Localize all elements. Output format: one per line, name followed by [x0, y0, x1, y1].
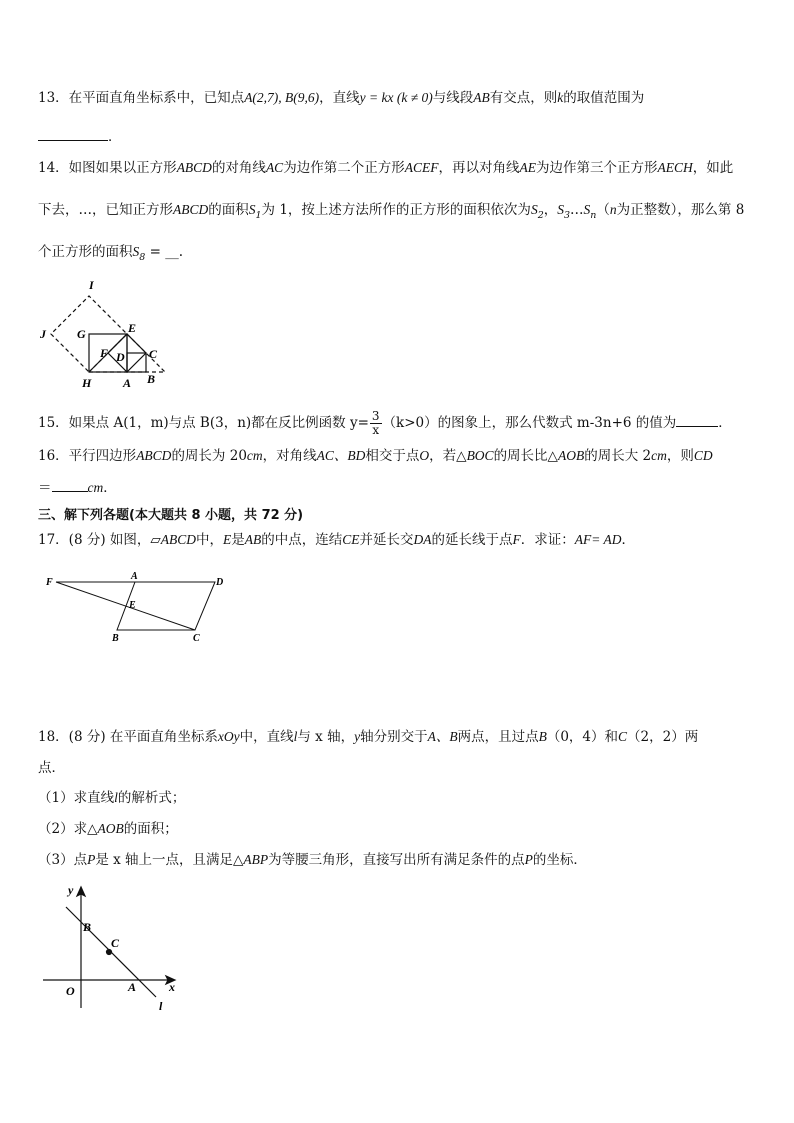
q18-line2: 点．	[38, 760, 65, 776]
label-D: D	[116, 350, 125, 364]
label-D: D	[216, 577, 224, 588]
q16-text: ，对角线	[262, 448, 317, 464]
q16-var: AC、BD	[316, 448, 366, 463]
q14-var: S	[132, 244, 140, 259]
q17-end: ．	[621, 532, 636, 548]
q18-text: 18．(8 分) 在平面直角坐标系	[38, 729, 218, 745]
label-y: y	[68, 883, 74, 897]
q14-text: 14．如图如果以正方形	[38, 160, 177, 176]
q14-text: 为边作第三个正方形	[535, 160, 658, 176]
answer-blank[interactable]	[676, 412, 718, 427]
q18-var: P	[524, 852, 533, 867]
q14-text: ，再以对角线	[438, 160, 520, 176]
q16-text: 的周长大 2	[584, 448, 652, 464]
label-F: F	[100, 346, 109, 360]
q13-text: 的取值范围为	[563, 90, 645, 106]
q18-text: 的解析式；	[117, 790, 186, 806]
q16-unit: cm	[246, 448, 263, 463]
q14-text: 为 1，按上述方法所作的正方形的面积依次为	[261, 202, 531, 218]
q15-end: ．	[718, 415, 732, 431]
q15-text: 15．如果点 A(1，m)与点 B(3，n)都在反比例函数 y=	[38, 415, 369, 431]
q14-var: AE	[519, 160, 536, 175]
q15-line	[38, 410, 732, 437]
q16-text: 16．平行四边形	[38, 448, 137, 464]
q14-line1	[38, 158, 733, 178]
q16-var: BOC	[466, 448, 494, 463]
q14-text: （	[596, 202, 610, 218]
label-C: C	[111, 936, 120, 950]
q17-text: 的中点，连结	[261, 532, 343, 548]
q16-line2	[38, 477, 117, 498]
q18-text: 的面积；	[123, 821, 178, 837]
q14-var: S	[248, 202, 256, 217]
q17-var: CE	[342, 532, 360, 547]
q18-part2	[38, 819, 178, 839]
q14-text: 个正方形的面积	[38, 244, 133, 260]
q18-var: y	[354, 729, 361, 744]
q14-text: 的面积	[208, 202, 249, 218]
q16-text: 相交于点	[365, 448, 420, 464]
q14-text: 为边作第二个正方形	[283, 160, 405, 176]
q18-text: 轴分别交于	[360, 729, 428, 745]
q13-points: A(2,7), B(9,6)	[244, 90, 320, 105]
q18-var: xOy	[217, 729, 240, 744]
q17-text: ．求证：	[520, 532, 575, 548]
q17-var: ABCD	[160, 532, 197, 547]
q13-end: ．	[108, 129, 122, 145]
label-A: A	[123, 376, 132, 390]
q17-conclusion: AF= AD	[574, 532, 622, 547]
label-A: A	[128, 980, 137, 994]
q18-var: l	[114, 790, 118, 805]
q14-sub: 3	[563, 210, 571, 221]
label-I: I	[89, 278, 94, 292]
q18-text: 与 x 轴，	[297, 729, 355, 745]
q16-var: ABCD	[136, 448, 172, 463]
label-A: A	[131, 571, 138, 582]
label-x: x	[169, 980, 175, 994]
q14-text: …	[570, 202, 584, 218]
q18-var: P	[87, 852, 96, 867]
q14-sub: n	[590, 210, 597, 221]
q18-part3	[38, 850, 587, 870]
q13-text: 有交点，则	[489, 90, 558, 106]
q14-var: S	[530, 202, 538, 217]
label-E: E	[129, 600, 136, 611]
q13-text: ，直线	[319, 90, 360, 106]
q18-var: l	[293, 729, 298, 744]
q16-text: ，则	[666, 448, 694, 464]
answer-blank[interactable]	[38, 126, 108, 141]
q14-var: AC	[265, 160, 284, 175]
label-O: O	[66, 984, 75, 998]
q13-text: 13．在平面直角坐标系中，已知点	[38, 90, 245, 106]
q16-text: 的周长比△	[493, 448, 558, 464]
q14-text: ，如此	[692, 160, 734, 176]
q18-var: A、B	[427, 729, 458, 744]
q17-var: E	[223, 532, 232, 547]
q18-text: （0，4）和	[546, 729, 619, 745]
q17-text: 17．(8 分) 如图，▱	[38, 532, 161, 548]
q18-text: （1）求直线	[38, 790, 115, 806]
q14-text: ，	[543, 202, 558, 218]
q18-line1	[38, 727, 698, 747]
q17-var: DA	[413, 532, 432, 547]
q18-var: AOB	[97, 821, 124, 836]
q16-text: ．	[103, 480, 117, 496]
q14-var: S	[557, 202, 564, 217]
answer-blank[interactable]	[52, 477, 88, 492]
q18-var: ABP	[243, 852, 269, 867]
label-C: C	[193, 633, 200, 644]
q18-var: B	[538, 729, 547, 744]
q14-var: n	[609, 202, 617, 217]
label-H: H	[82, 376, 92, 390]
q18-text: （2）求△	[38, 821, 98, 837]
q14-sub: 1	[255, 210, 262, 221]
q18-text: （2，2）两	[627, 729, 699, 745]
q13-line2	[38, 126, 122, 147]
label-C: C	[149, 347, 158, 361]
label-B: B	[112, 633, 119, 644]
label-F: F	[46, 577, 53, 588]
label-J: J	[40, 327, 46, 341]
figure-17-parallelogram	[40, 570, 230, 645]
q18-text: 为等腰三角形，直接写出所有满足条件的点	[268, 852, 525, 868]
q14-var: AECH	[657, 160, 693, 175]
q17-line	[38, 530, 635, 550]
q18-var: C	[618, 729, 628, 744]
q15-text: （k>0）的图象上，那么代数式 m-3n+6 的值为	[382, 415, 677, 431]
q15-denominator: x	[372, 423, 380, 437]
q16-var: CD	[693, 448, 713, 463]
q18-text: 是 x 轴上一点，且满足△	[95, 852, 244, 868]
q17-text: 并延长交	[359, 532, 414, 548]
q14-line2	[38, 200, 744, 226]
q18-text: 中，直线	[239, 729, 294, 745]
q18-part1	[38, 788, 185, 808]
q17-text: 的延长线于点	[431, 532, 513, 548]
figure-14-squares	[35, 272, 175, 397]
q16-unit: cm	[87, 480, 104, 495]
q14-sub: 8	[139, 252, 146, 263]
q13-line-equation: y = kx (k ≠ 0)	[359, 90, 433, 105]
q16-line1	[38, 446, 713, 466]
q14-var: S	[583, 202, 591, 217]
q14-line3	[38, 242, 183, 268]
q16-text: ，若△	[429, 448, 467, 464]
q16-text: ＝	[38, 480, 52, 496]
q14-var: ABCD	[176, 160, 212, 175]
q14-text: = __.	[145, 244, 183, 260]
q16-text: 的周长为 20	[171, 448, 247, 464]
q18-text: （3）点	[38, 852, 88, 868]
q14-var: ACEF	[404, 160, 439, 175]
q16-unit: cm	[651, 448, 667, 463]
q13-text: 与线段	[432, 90, 474, 106]
figure-18-coordinate-plane	[38, 880, 188, 1015]
q14-text: 的对角线	[211, 160, 266, 176]
q17-text: 中，	[196, 532, 224, 548]
q14-text: 为正整数），那么第 8	[616, 202, 745, 218]
label-l: l	[159, 999, 163, 1013]
q13-line1	[38, 88, 644, 108]
section-3-heading: 三、解下列各题(本大题共 8 小题，共 72 分)	[38, 508, 304, 523]
q17-var: F	[512, 532, 521, 547]
q15-numerator: 3	[371, 409, 380, 423]
q17-var: AB	[244, 532, 262, 547]
label-G: G	[77, 327, 86, 341]
q13-segment: AB	[473, 90, 490, 105]
q18-text: 两点，且过点	[457, 729, 539, 745]
q14-var: ABCD	[173, 202, 209, 217]
q18-text: 的坐标．	[532, 852, 587, 868]
q14-sub: 2	[537, 210, 544, 221]
label-B: B	[147, 372, 156, 386]
label-B: B	[83, 920, 92, 934]
q13-var: k	[557, 90, 564, 105]
q14-text: 下去，…，已知正方形	[38, 202, 173, 218]
label-E: E	[128, 321, 137, 335]
q17-text: 是	[231, 532, 245, 548]
q15-fraction	[370, 410, 382, 437]
q16-var: AOB	[557, 448, 585, 463]
q16-var: O	[419, 448, 430, 463]
